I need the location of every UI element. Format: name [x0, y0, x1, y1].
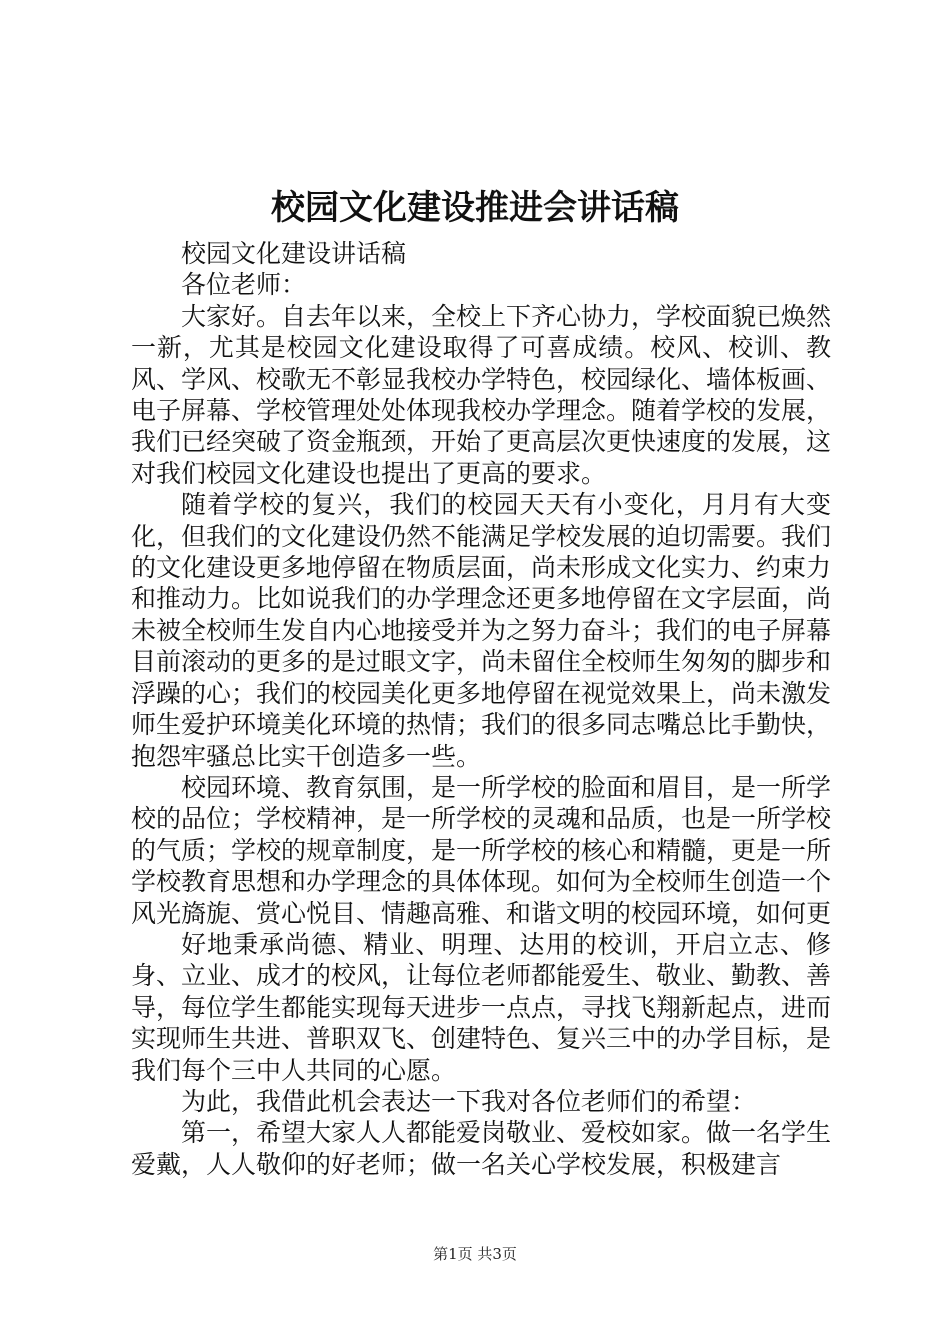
salutation-paragraph: 各位老师： [181, 270, 307, 300]
body-paragraph: 大家好。自去年以来，全校上下齐心协力，学校面貌已焕然一新，尤其是校园文化建设取得了可喜成绩。校风、校训、教风、学风、校歌无不彰显我校办学特色，校园绿化、墙体板画、电子屏幕、学校管理处处体现我校办学理念。随着学校的发展，我们已经突破了资金瓶颈，开始了更高层次更快速度的发展，这对我们校园文化建设也提出了更高的要求。 [131, 301, 832, 488]
body-paragraph: 第一，希望大家人人都能爱岗敬业、爱校如家。做一名学生爱戴，人人敬仰的好老师；做一名关心学校发展，积极建言 [131, 1118, 832, 1179]
body-paragraph: 为此，我借此机会表达一下我对各位老师们的希望： [181, 1086, 757, 1116]
document-title: 校园文化建设推进会讲话稿 [271, 188, 679, 228]
body-paragraph: 校园环境、教育氛围，是一所学校的脸面和眉目，是一所学校的品位；学校精神，是一所学校的灵魂和品质，也是一所学校的气质；学校的规章制度，是一所学校的核心和精髓，更是一所学校教育思想和办学理念的具体体现。如何为全校师生创造一个风光旖旎、赏心悦目、情趣高雅、和谐文明的校园环境，如何更 [131, 772, 832, 928]
document-body [131, 238, 831, 1180]
body-paragraph: 好地秉承尚德、精业、明理、达用的校训，开启立志、修身、立业、成才的校风，让每位老师都能爱生、敬业、勤教、善导，每位学生都能实现每天进步一点点，寻找飞翔新起点，进而实现师生共进、普职双飞、创建特色、复兴三中的办学目标，是我们每个三中人共同的心愿。 [131, 929, 832, 1085]
page-number-footer: 第1页 共3页 [433, 1245, 517, 1263]
body-paragraph: 随着学校的复兴，我们的校园天天有小变化，月月有大变化，但我们的文化建设仍然不能满足学校发展的迫切需要。我们的文化建设更多地停留在物质层面，尚未形成文化实力、约束力和推动力。比如说我们的办学理念还更多地停留在文字层面，尚未被全校师生发自内心地接受并为之努力奋斗；我们的电子屏幕目前滚动的更多的是过眼文字，尚未留住全校师生匆匆的脚步和浮躁的心；我们的校园美化更多地停留在视觉效果上，尚未激发师生爱护环境美化环境的热情；我们的很多同志嘴总比手勤快，抱怨牢骚总比实干创造多一些。 [131, 490, 832, 771]
subtitle-paragraph: 校园文化建设讲话稿 [181, 239, 407, 268]
